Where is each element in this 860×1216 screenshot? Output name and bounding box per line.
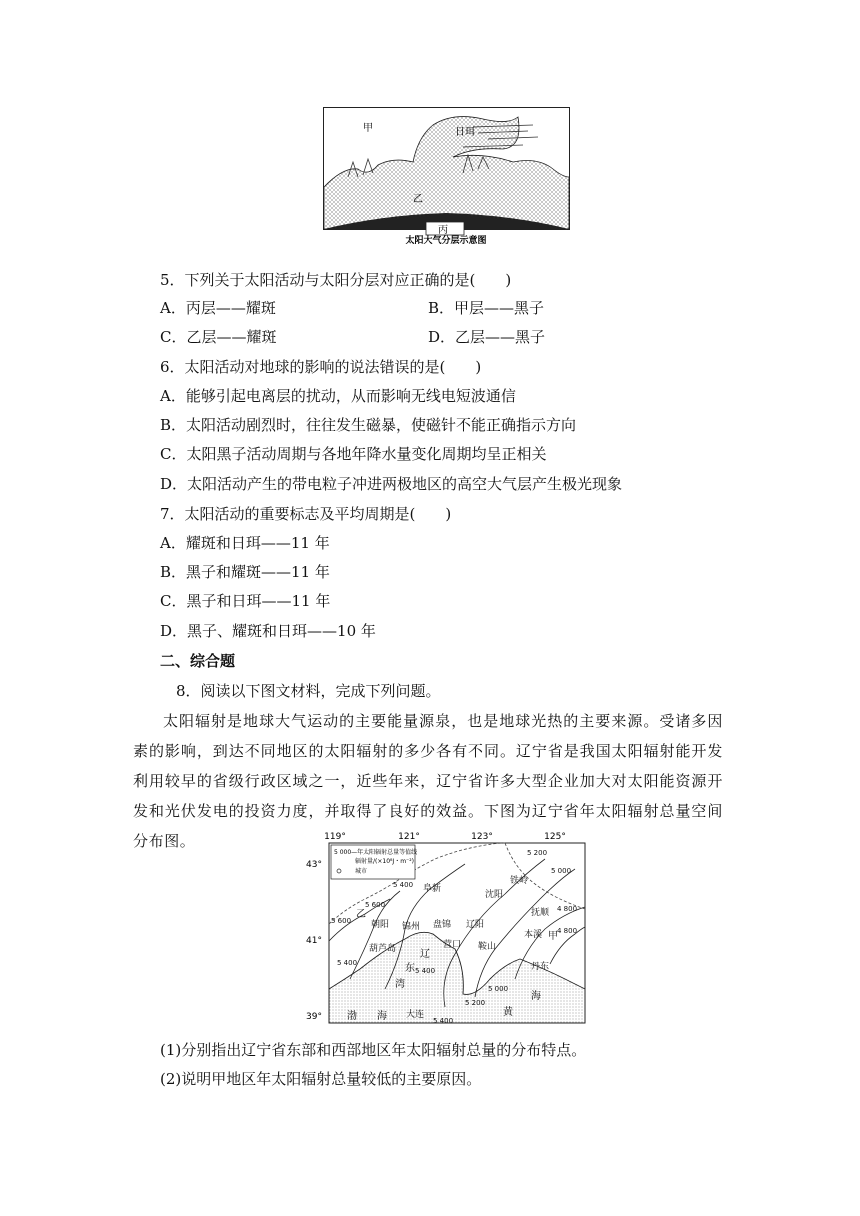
q6-option-a: A．能够引起电离层的扰动，从而影响无线电短波通信	[160, 387, 516, 405]
sea-label-dong: 东	[405, 963, 415, 974]
lat-41: 41°	[306, 936, 322, 946]
q7-option-a: A．耀斑和日珥——11 年	[160, 534, 330, 552]
isoline-label: 5 600	[331, 917, 352, 925]
q8-sub2: (2)说明甲地区年太阳辐射总量较低的主要原因。	[160, 1070, 482, 1088]
q8-material-paragraph: 太阳辐射是地球大气运动的主要能量源泉，也是地球光热的主要来源。受诸多因素的影响，到达不同地区的太阳辐射的多少各有不同。辽宁省是我国太阳辐射能开发利用较早的省级行政区域之一，近些年来，辽宁省许多大型企业加大对太阳能资源开发和光伏发电的投资力度，并取得了良好的效益。下图为辽宁省年太阳辐射总量空间分布图。	[133, 712, 723, 850]
isoline-label: 5 400	[415, 967, 436, 975]
solar-atmosphere-figure	[323, 107, 570, 244]
lon-125: 125°	[544, 832, 566, 842]
q8-sub1: (1)分别指出辽宁省东部和西部地区年太阳辐射总量的分布特点。	[160, 1041, 587, 1059]
q6-stem: 6．太阳活动对地球的影响的说法错误的是( )	[160, 358, 482, 376]
label-yi: 乙	[413, 194, 423, 205]
isoline-label: 5 400	[433, 1017, 454, 1025]
lon-121: 121°	[398, 832, 420, 842]
q6-option-b: B．太阳活动剧烈时，往往发生磁暴，使磁针不能正确指示方向	[160, 416, 577, 434]
isoline-label: 5 000	[551, 867, 572, 875]
city-huludao: 葫芦岛	[369, 944, 397, 954]
q7-option-b: B．黑子和耀斑——11 年	[160, 563, 330, 581]
city-dalian: 大连	[406, 1010, 425, 1020]
sea-label-hai1: 海	[377, 1011, 387, 1022]
sea-label-huang: 黄	[503, 1007, 513, 1018]
city-liaoyang: 辽阳	[466, 920, 485, 930]
sea-label-wan: 湾	[395, 979, 405, 990]
city-jinzhou: 锦州	[402, 922, 421, 932]
city-fuxin: 阜新	[423, 884, 442, 894]
legend-line3: 城市	[355, 868, 368, 875]
isoline-label: 5 200	[527, 849, 548, 857]
q5-option-b: B．甲层——黑子	[428, 299, 545, 317]
sea-label-hai2: 海	[531, 991, 541, 1002]
lat-39: 39°	[306, 1012, 322, 1022]
q8-stem: 8．阅读以下图文材料，完成下列问题。	[176, 682, 441, 700]
label-bing: 丙	[438, 225, 448, 236]
isoline-label: 5 200	[465, 999, 486, 1007]
q5-stem: 5．下列关于太阳活动与太阳分层对应正确的是( )	[160, 271, 512, 289]
q7-stem: 7．太阳活动的重要标志及平均周期是( )	[160, 505, 452, 523]
q6-option-c: C．太阳黑子活动周期与各地年降水量变化周期均呈正相关	[160, 445, 547, 463]
legend-line2: 辐射量/(×10⁸J・m⁻²)	[355, 858, 414, 865]
isoline-label: 4 800	[557, 905, 578, 913]
city-anshan: 鞍山	[478, 942, 497, 952]
city-benxi: 本溪	[524, 930, 543, 940]
city-fushun: 抚顺	[531, 908, 550, 918]
section-title: 二、综合题	[160, 652, 236, 670]
isoline-label: 5 000	[488, 985, 509, 993]
lon-123: 123°	[471, 832, 493, 842]
q7-option-c: C．黑子和日珥——11 年	[160, 592, 331, 610]
isoline-label: 5 400	[393, 881, 414, 889]
sea-label-liao: 辽	[420, 949, 430, 960]
city-shenyang: 沈阳	[485, 890, 504, 900]
label-riehr: 日珥	[455, 127, 475, 138]
city-dandong: 丹东	[531, 962, 550, 972]
lat-43: 43°	[306, 860, 322, 870]
city-chaoyang: 朝阳	[371, 920, 390, 930]
lon-119: 119°	[324, 832, 346, 842]
area-jia: 甲	[548, 931, 558, 942]
liaoning-radiation-map	[305, 829, 588, 1028]
q5-option-c: C．乙层——耀斑	[160, 328, 277, 346]
city-tieling: 铁岭	[510, 876, 529, 886]
city-panjin: 盘锦	[433, 920, 452, 930]
legend-line1: 5 000—年太阳辐射总量等值线	[334, 849, 418, 856]
q7-option-d: D．黑子、耀斑和日珥——10 年	[160, 622, 376, 640]
sea-label-bo: 渤	[347, 1011, 357, 1022]
isoline-label: 5 400	[337, 959, 358, 967]
city-yingkou: 营口	[443, 940, 462, 950]
q6-option-d: D．太阳活动产生的带电粒子冲进两极地区的高空大气层产生极光现象	[160, 475, 623, 493]
q5-option-a: A．丙层——耀斑	[160, 299, 276, 317]
q5-option-d: D．乙层——黑子	[428, 328, 546, 346]
figure1-caption: 太阳大气分层示意图	[405, 236, 487, 244]
area-yi: 乙	[356, 909, 366, 920]
label-jia: 甲	[363, 123, 373, 134]
isoline-label: 4 800	[557, 927, 578, 935]
isoline-label: 5 600	[365, 901, 386, 909]
